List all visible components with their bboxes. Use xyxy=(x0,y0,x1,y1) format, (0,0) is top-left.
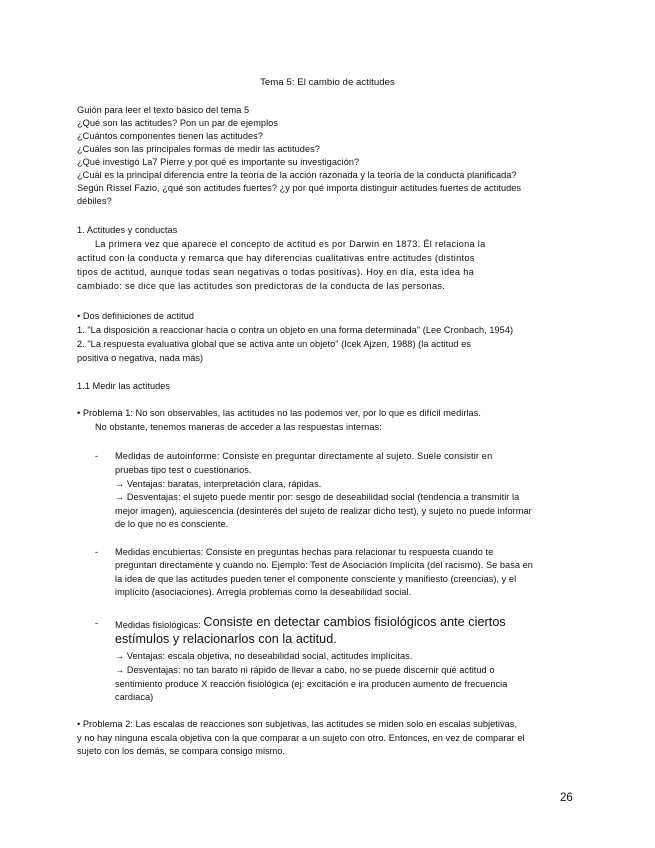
list-dash: - xyxy=(95,618,99,628)
fisiologicas-text: Consiste en detectar cambios fisiológicos ante ciertos xyxy=(203,615,506,629)
fisiologicas-line: → Desventajas: no tan barato ni rápido de llevar a cabo, no se puede discernir qué actitud o xyxy=(115,665,495,675)
autoinforme-line: → Ventajas: baratas, interpretación clara, rápidas. xyxy=(115,479,322,489)
guion-question: ¿Qué investigó La7 Pierre y por qué es importante su investigación? xyxy=(77,157,360,167)
fisiologicas-line: cardiaca) xyxy=(115,692,154,702)
fisiologicas-line: → Ventajas: escala objetiva, no deseabilidad social, actitudes implícitas. xyxy=(115,651,413,661)
guion-question: Según Rissel Fazio, ¿qué son actitudes fuertes? ¿y por qué importa distinguir actitudes fuertes de actitudes xyxy=(77,183,522,193)
definition-item: 1. "La disposición a reaccionar hacia o contra un objeto en una forma determinada" (Lee Cronbach, 1954) xyxy=(77,325,514,335)
encubiertas-line: la idea de que las actitudes pueden tener el componente consciente y manifiesto (creencias), y el xyxy=(115,574,517,584)
problem-line: • Problema 1: No son observables, las actitudes no las podemos ver, por lo que es difícil medirlas. xyxy=(77,408,481,418)
problem-line: No obstante, tenemos maneras de acceder a las respuestas internas: xyxy=(95,422,382,432)
paragraph-line: actitud con la conducta y remarca que hay diferencias cualitativas entre actitudes (distintos xyxy=(77,253,475,263)
autoinforme-line: de lo que no es consciente. xyxy=(115,519,229,529)
autoinforme-line: → Desventajas: el sujeto puede mentir por: sesgo de deseabilidad social (tendencia a transmitir la xyxy=(115,492,520,502)
guion-question: ¿Qué son las actitudes? Pon un par de ejemplos xyxy=(77,118,278,128)
list-dash: - xyxy=(95,547,99,557)
definitions-heading: • Dos definiciones de actitud xyxy=(77,311,195,321)
section-heading: 1.1 Medir las actitudes xyxy=(77,381,171,391)
paragraph-line: cambiado: se dice que las actitudes son predictoras de la conducta de las personas. xyxy=(77,281,446,291)
encubiertas-line: implícito (asociaciones). Arregla problemas como la deseabilidad social. xyxy=(115,587,412,597)
list-dash: - xyxy=(95,451,99,461)
guion-question: ¿Cuáles son las principales formas de medir las actitudes? xyxy=(77,144,320,154)
encubiertas-line: Medidas encubiertas: Consiste en preguntas hechas para relacionar tu respuesta cuando te xyxy=(115,547,494,557)
fisiologicas-label: Medidas fisiológicas: xyxy=(115,620,204,630)
fisiologicas-line: sentimiento produce X reacción fisiológica (ej: excitación e ira producen aumento de frecuencia xyxy=(115,679,508,689)
problem-line: • Problema 2: Las escalas de reacciones son subjetivas, las actitudes se miden solo en escalas subjetivas, xyxy=(77,719,518,729)
problem-line: y no hay ninguna escala objetiva con la que comparar a un sujeto con otro. Entonces, en vez de comparar el xyxy=(77,733,525,743)
page-title: Tema 5: El cambio de actitudes xyxy=(260,77,395,88)
paragraph-line: tipos de actitud, aunque todas sean negativas o todas positivas). Hoy en día, esta idea ha xyxy=(77,267,475,277)
fisiologicas-text: estímulos y relacionarlos con la actitud. xyxy=(115,632,337,646)
autoinforme-line: mejor imagen), aquiescencia (desinterés del sujeto de realizar dicho test), y sujeto no puede informar xyxy=(115,506,532,516)
page-number: 26 xyxy=(560,792,573,804)
definition-item: 2. "La respuesta evaluativa global que se activa ante un objeto" (Icek Ajzen, 1988) (la actitud es xyxy=(77,339,471,349)
guion-heading: Guión para leer el texto básico del tema 5 xyxy=(77,105,250,115)
guion-question: ¿Cuántos componentes tienen las actitudes? xyxy=(77,131,263,141)
definition-item: positiva o negativa, nada más) xyxy=(77,353,204,363)
guion-question: débiles? xyxy=(77,196,112,206)
encubiertas-line: preguntan directamente y cuando no. Ejemplo: Test de Asociación Implícita (del racismo). Se basa en xyxy=(115,560,533,570)
autoinforme-line: Medidas de autoinforme: Consiste en preguntar directamente al sujeto. Suele consistir en xyxy=(115,451,493,461)
fisiologicas-first-line xyxy=(115,614,506,630)
autoinforme-line: pruebas tipo test o cuestionarios. xyxy=(115,465,252,475)
problem-line: sujeto con los demás, se compara consigo mismo. xyxy=(77,746,286,756)
section-heading: 1. Actitudes y conductas xyxy=(77,225,178,235)
paragraph-line: La primera vez que aparece el concepto de actitud es por Darwin en 1873. Él relaciona la xyxy=(95,239,486,249)
guion-question: ¿Cuál es la principal diferencia entre la teoría de la acción razonada y la teoría de la conducta planificada? xyxy=(77,170,517,180)
